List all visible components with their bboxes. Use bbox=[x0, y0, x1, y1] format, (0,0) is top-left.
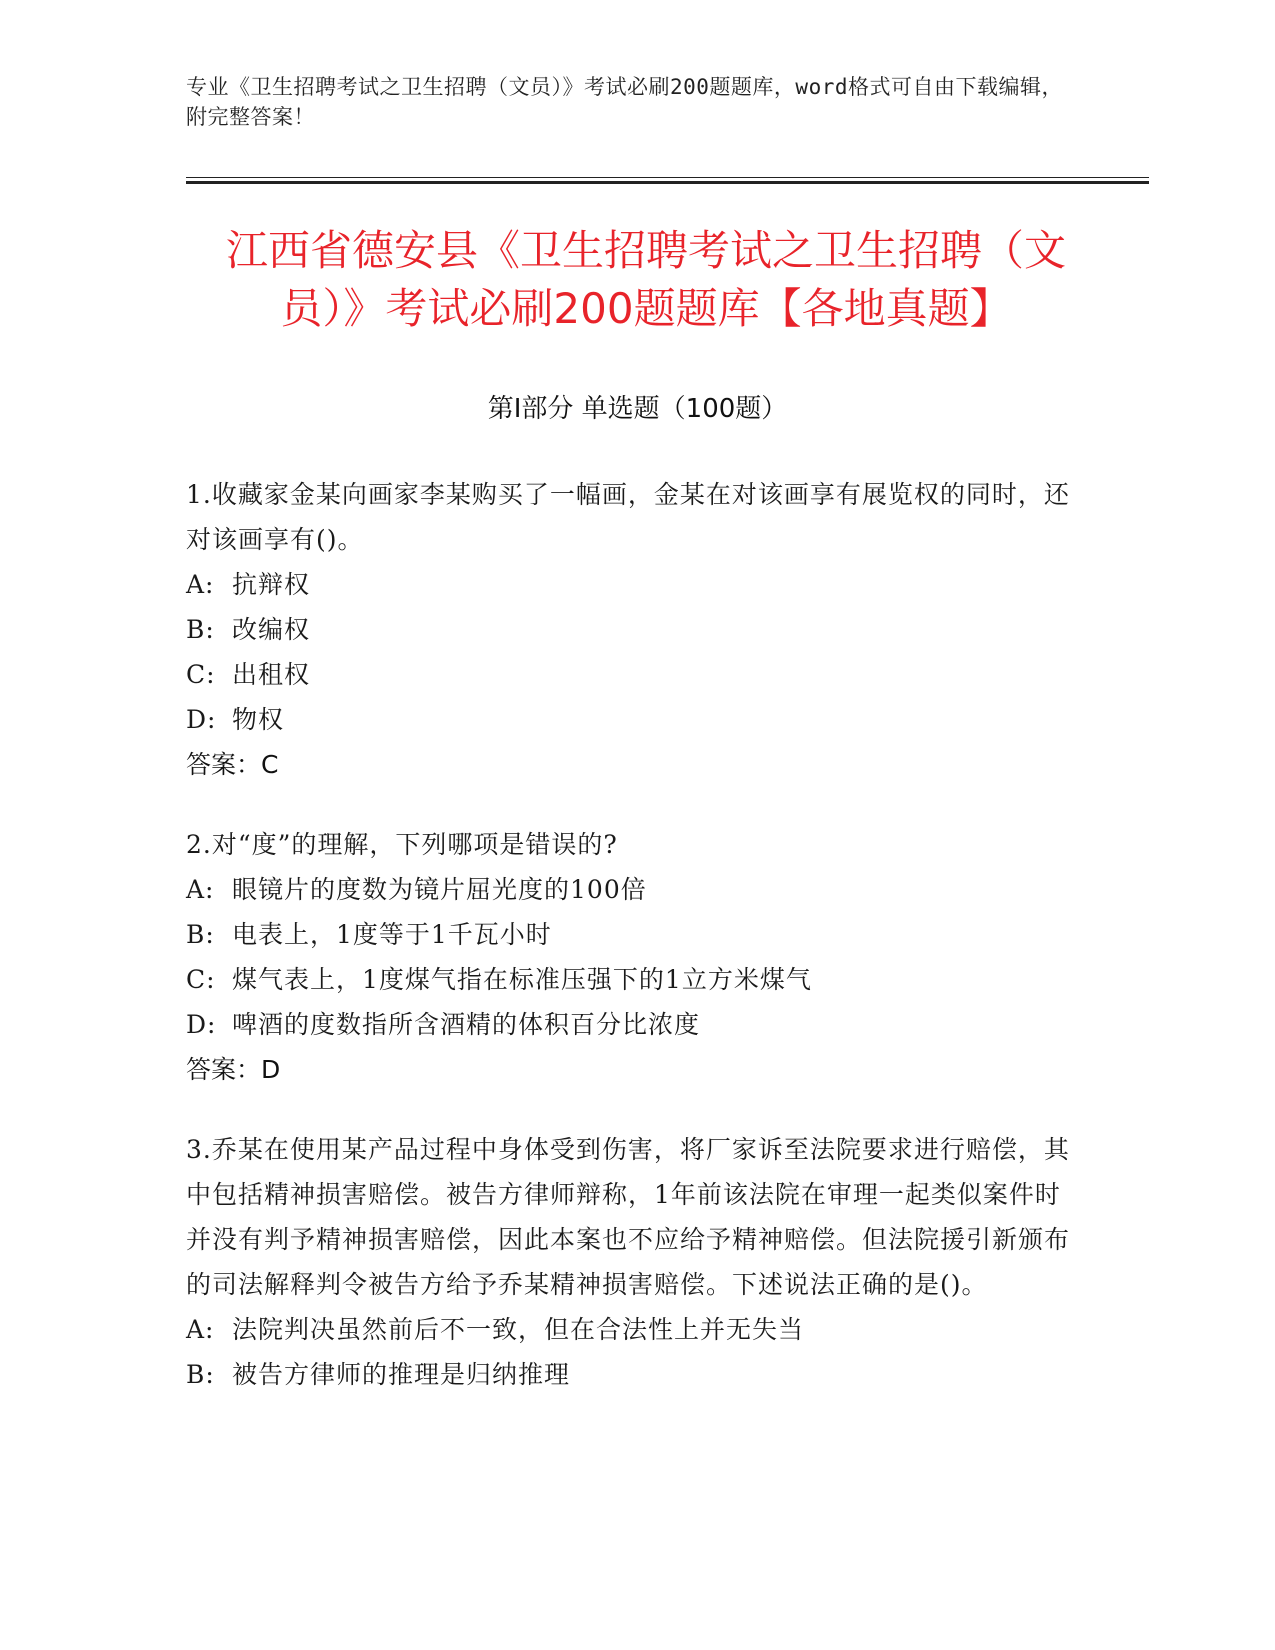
option-a bbox=[186, 867, 1086, 912]
option-c bbox=[186, 652, 1086, 697]
question-stem: 2.对“度”的理解，下列哪项是错误的? bbox=[186, 830, 618, 859]
option-letter: D: bbox=[186, 705, 217, 734]
answer-line: 答案：C bbox=[186, 750, 279, 779]
section-heading: 第I部分 单选题（100题） bbox=[487, 394, 788, 424]
option-text: 抗辩权 bbox=[232, 570, 311, 599]
question-stem: 1.收藏家金某向画家李某购买了一幅画，金某在对该画享有展览权的同时，还对该画享有()。 bbox=[186, 480, 1070, 554]
option-a bbox=[186, 562, 1086, 607]
option-letter: C: bbox=[186, 660, 216, 689]
option-text: 物权 bbox=[232, 705, 285, 734]
question-2 bbox=[186, 822, 1086, 1092]
option-b bbox=[186, 1352, 1086, 1397]
option-letter: A: bbox=[186, 570, 215, 599]
option-letter: B: bbox=[186, 615, 215, 644]
option-text: 法院判决虽然前后不一致，但在合法性上并无失当 bbox=[232, 1315, 805, 1344]
header-note: 专业《卫生招聘考试之卫生招聘（文员）》考试必刷200题题库，word格式可自由下载编辑，附完整答案！ bbox=[186, 75, 1063, 129]
option-c bbox=[186, 957, 1086, 1002]
option-text: 被告方律师的推理是归纳推理 bbox=[232, 1360, 571, 1389]
question-3 bbox=[186, 1127, 1086, 1397]
option-b bbox=[186, 607, 1086, 652]
option-d bbox=[186, 1002, 1086, 1047]
option-letter: D: bbox=[186, 1010, 217, 1039]
option-letter: C: bbox=[186, 965, 216, 994]
option-text: 眼镜片的度数为镜片屈光度的100倍 bbox=[232, 875, 647, 904]
option-text: 啤酒的度数指所含酒精的体积百分比浓度 bbox=[232, 1010, 701, 1039]
question-list bbox=[186, 472, 1086, 1432]
option-text: 出租权 bbox=[232, 660, 311, 689]
option-a bbox=[186, 1307, 1086, 1352]
option-text: 煤气表上，1度煤气指在标准压强下的1立方米煤气 bbox=[232, 965, 812, 994]
option-text: 改编权 bbox=[232, 615, 311, 644]
option-letter: B: bbox=[186, 1360, 215, 1389]
option-text: 电表上，1度等于1千瓦小时 bbox=[232, 920, 552, 949]
option-letter: A: bbox=[186, 875, 215, 904]
question-stem: 3.乔某在使用某产品过程中身体受到伤害，将厂家诉至法院要求进行赔偿，其中包括精神损害赔偿。被告方律师辩称，1年前该法院在审理一起类似案件时并没有判予精神损害赔偿，因此本案也不应给予精神赔偿。但法院援引新颁布的司法解释判令被告方给予乔某精神损害赔偿。下述说法正确的是()。 bbox=[186, 1135, 1071, 1299]
header-divider-thin bbox=[186, 177, 1149, 178]
answer-line: 答案：D bbox=[186, 1055, 281, 1084]
header-divider-thick bbox=[186, 181, 1149, 184]
option-b bbox=[186, 912, 1086, 957]
question-1 bbox=[186, 472, 1086, 787]
option-letter: B: bbox=[186, 920, 215, 949]
document-title: 江西省德安县《卫生招聘考试之卫生招聘（文员）》考试必刷200题题库【各地真题】 bbox=[225, 226, 1066, 333]
option-letter: A: bbox=[186, 1315, 215, 1344]
option-d bbox=[186, 697, 1086, 742]
